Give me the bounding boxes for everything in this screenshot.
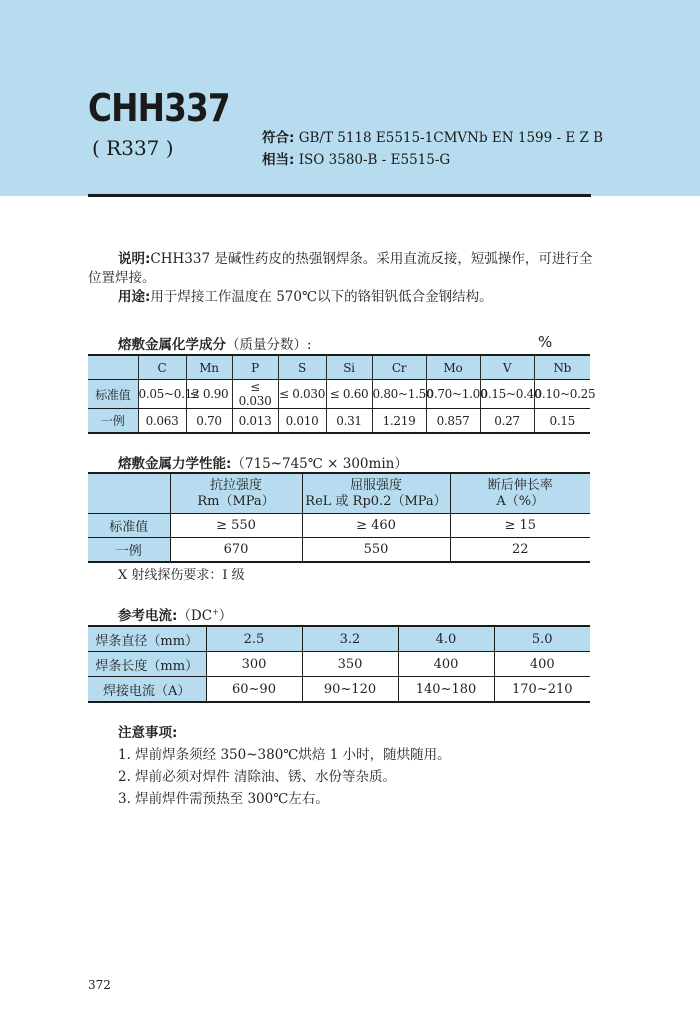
table-cell: 0.80~1.50	[372, 380, 426, 409]
chemistry-header-cell: Mn	[186, 355, 232, 380]
table-cell: 60~90	[206, 677, 302, 703]
table-cell: 170~210	[494, 677, 590, 703]
table-cell: 0.70	[186, 409, 232, 434]
row-label: 焊条长度（mm）	[88, 652, 206, 677]
list-item: 2. 焊前必须对焊件 清除油、锈、水份等杂质。	[118, 769, 396, 785]
chemistry-header-cell: Mo	[426, 355, 480, 380]
table-cell: 0.70~1.00	[426, 380, 480, 409]
chemistry-header-cell: Cr	[372, 355, 426, 380]
table-cell: ≤ 0.030	[232, 380, 278, 409]
notes-title: 注意事项:	[118, 725, 178, 741]
table-cell: 0.857	[426, 409, 480, 434]
product-code: CHH337	[88, 86, 230, 130]
table-row	[88, 380, 590, 409]
chemistry-table	[88, 354, 596, 434]
mechanical-header-row	[88, 473, 590, 514]
table-row	[88, 652, 590, 677]
row-label: 标准值	[88, 514, 170, 538]
table-cell: 1.219	[372, 409, 426, 434]
table-cell: 0.31	[326, 409, 372, 434]
mechanical-header-cell: 抗拉强度 Rm（MPa）	[170, 473, 302, 514]
table-cell: 0.05~0.12	[138, 380, 186, 409]
alt-code: ( R337 )	[92, 136, 174, 160]
table-cell: 670	[170, 538, 302, 563]
table-row	[88, 677, 590, 703]
row-label: 一例	[88, 409, 138, 434]
mechanical-header-cell: 屈服强度 ReL 或 Rp0.2（MPa）	[302, 473, 450, 514]
table-cell: 0.10~0.25	[534, 380, 590, 409]
mechanical-title-label: 熔敷金属力学性能:	[118, 456, 232, 472]
table-cell: 90~120	[302, 677, 398, 703]
table-cell: ≤ 0.030	[278, 380, 326, 409]
mechanical-table	[88, 472, 590, 563]
chemistry-header-cell: C	[138, 355, 186, 380]
table-cell: 350	[302, 652, 398, 677]
conforms-label: 符合:	[262, 130, 295, 146]
description-paragraph	[58, 250, 593, 288]
table-cell: 140~180	[398, 677, 494, 703]
equivalent-label: 相当:	[262, 152, 295, 168]
conforms-line	[262, 127, 603, 149]
page-number: 372	[88, 978, 111, 992]
notes-list	[118, 744, 451, 810]
table-row	[88, 538, 590, 563]
description-label: 说明:	[118, 251, 151, 267]
equivalent-line	[262, 149, 603, 171]
table-cell: 0.27	[480, 409, 534, 434]
chemistry-title-suffix: （质量分数）:	[226, 337, 312, 353]
usage-paragraph	[88, 288, 593, 307]
table-cell: 400	[398, 652, 494, 677]
chemistry-title	[118, 333, 312, 353]
list-item: 1. 焊前焊条须经 350~380℃烘焙 1 小时，随烘随用。	[118, 747, 451, 763]
table-cell: 2.5	[206, 626, 302, 652]
xray-requirement: X 射线探伤要求：I 级	[118, 568, 245, 583]
table-cell: 22	[450, 538, 590, 563]
mechanical-header-cell: 断后伸长率 A（%）	[450, 473, 590, 514]
table-cell: 4.0	[398, 626, 494, 652]
table-row	[88, 514, 590, 538]
row-label: 标准值	[88, 380, 138, 409]
description-text: CHH337 是碱性药皮的热强钢焊条。采用直流反接，短弧操作，可进行全位置焊接。	[88, 251, 593, 286]
table-cell: 550	[302, 538, 450, 563]
header-rule	[88, 194, 591, 197]
chemistry-title-label: 熔敷金属化学成分	[118, 337, 226, 353]
table-cell: 300	[206, 652, 302, 677]
current-title	[118, 604, 232, 624]
usage-text: 用于焊接工作温度在 570℃以下的铬钼钒低合金钢结构。	[150, 289, 493, 305]
table-cell: ≤ 0.60	[326, 380, 372, 409]
mechanical-title-suffix: （715~745℃ × 300min）	[231, 456, 408, 472]
table-cell: 5.0	[494, 626, 590, 652]
chemistry-header-cell: S	[278, 355, 326, 380]
table-cell: ≥ 550	[170, 514, 302, 538]
table-cell: ≥ 460	[302, 514, 450, 538]
chemistry-header-cell: Nb	[534, 355, 590, 380]
list-item: 3. 焊前焊件需预热至 300℃左右。	[118, 791, 329, 807]
table-row	[88, 626, 590, 652]
table-cell: 0.013	[232, 409, 278, 434]
chemistry-header-cell: P	[232, 355, 278, 380]
table-cell: 0.15	[534, 409, 590, 434]
standards-block	[262, 127, 603, 171]
table-cell: 3.2	[302, 626, 398, 652]
current-table	[88, 625, 590, 703]
chemistry-header-cell: Si	[326, 355, 372, 380]
equivalent-value: ISO 3580-B - E5515-G	[298, 152, 451, 168]
current-title-label: 参考电流:	[118, 608, 178, 624]
table-row	[88, 409, 590, 434]
mechanical-header-cell	[88, 473, 170, 514]
row-label: 一例	[88, 538, 170, 563]
row-label: 焊条直径（mm）	[88, 626, 206, 652]
table-cell: ≥ 15	[450, 514, 590, 538]
mechanical-title	[118, 452, 408, 472]
chemistry-header-cell: V	[480, 355, 534, 380]
notes-section	[118, 722, 451, 810]
chemistry-header-cell	[88, 355, 138, 380]
intro-section	[88, 250, 593, 307]
current-title-suffix: （DC+）	[177, 607, 233, 624]
table-cell: 0.15~0.40	[480, 380, 534, 409]
table-cell: ≤ 0.90	[186, 380, 232, 409]
table-cell: 400	[494, 652, 590, 677]
chemistry-header-row	[88, 355, 590, 380]
usage-label: 用途:	[118, 289, 151, 305]
row-label: 焊接电流（A）	[88, 677, 206, 703]
table-cell: 0.063	[138, 409, 186, 434]
table-cell: 0.010	[278, 409, 326, 434]
chemistry-unit: %	[538, 333, 553, 351]
conforms-value: GB/T 5118 E5515-1CMVNb EN 1599 - E Z B	[298, 130, 604, 146]
